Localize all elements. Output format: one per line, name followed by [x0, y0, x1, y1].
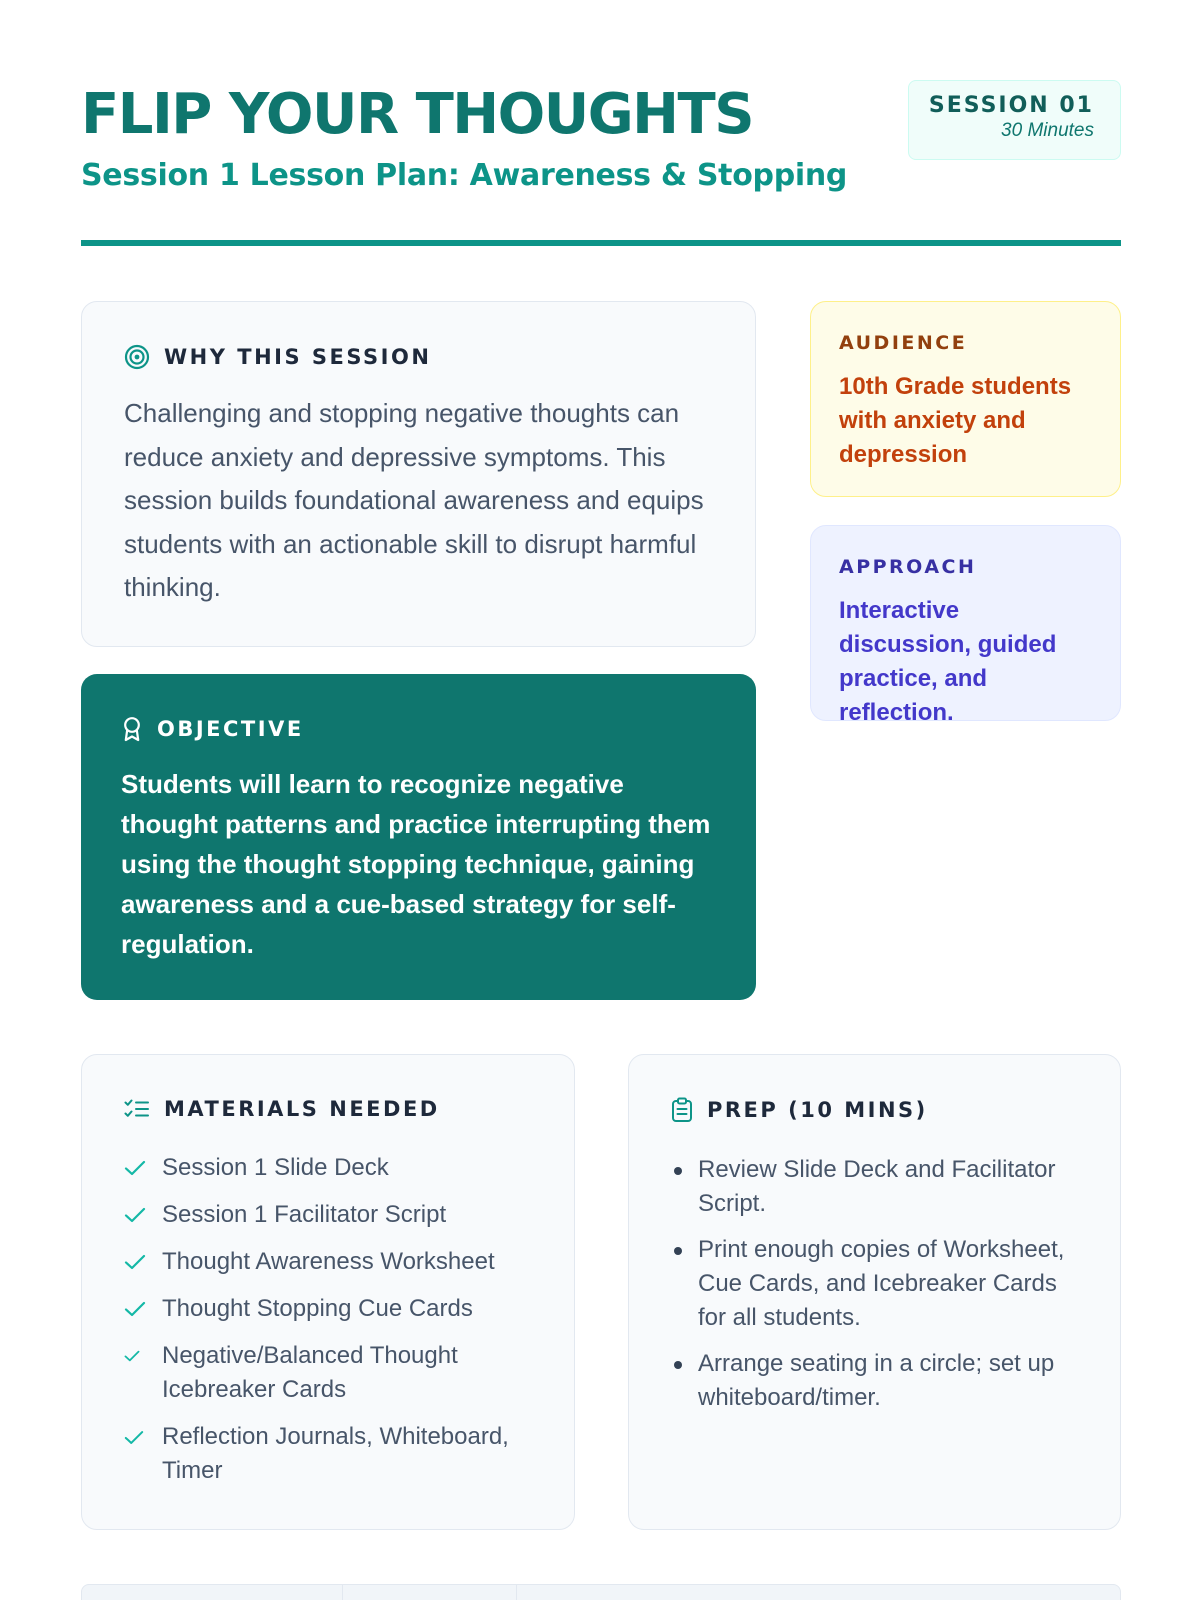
prep-heading: PREP (10 MINS)	[707, 1098, 928, 1122]
list-item	[124, 1198, 544, 1232]
material-text: Thought Awareness Worksheet	[162, 1248, 495, 1275]
table-column-divider	[516, 1585, 517, 1600]
agenda-table-header	[81, 1584, 1121, 1600]
list-item	[124, 1420, 544, 1488]
session-duration: 30 Minutes	[1001, 120, 1094, 141]
prep-list	[671, 1153, 1090, 1415]
approach-label: APPROACH	[839, 556, 977, 578]
material-text: Thought Stopping Cue Cards	[162, 1295, 473, 1322]
objective-body: Students will learn to recognize negative thought patterns and practice interrupting them using the thought stopping technique, gaining awareness and a cue-based strategy for self-regulation.	[121, 769, 711, 959]
materials-card	[81, 1054, 575, 1530]
list-item	[124, 1151, 544, 1185]
clipboard-icon	[671, 1097, 693, 1123]
list-item	[124, 1292, 544, 1326]
list-item: Print enough copies of Worksheet, Cue Cards, and Icebreaker Cards for all students.	[671, 1233, 1090, 1335]
list-check-icon	[124, 1098, 150, 1120]
prep-card	[628, 1054, 1121, 1530]
audience-value: 10th Grade students with anxiety and depression	[839, 373, 1072, 468]
why-this-session-header	[124, 344, 715, 370]
list-item: Review Slide Deck and Facilitator Script.	[671, 1153, 1090, 1221]
session-badge	[908, 80, 1121, 160]
objective-card	[81, 674, 756, 1000]
why-this-session-card	[81, 301, 756, 647]
objective-heading: OBJECTIVE	[157, 717, 304, 741]
audience-label: AUDIENCE	[839, 332, 968, 354]
session-number: SESSION 01	[928, 93, 1094, 118]
check-icon	[124, 1292, 148, 1326]
list-item	[124, 1245, 544, 1279]
check-icon	[124, 1420, 148, 1454]
lesson-plan-page	[81, 0, 1121, 1600]
material-text: Negative/Balanced Thought Icebreaker Cards	[162, 1342, 458, 1403]
materials-heading: MATERIALS NEEDED	[164, 1097, 440, 1121]
check-icon	[124, 1245, 148, 1279]
why-this-session-heading: WHY THIS SESSION	[164, 345, 432, 369]
list-item: Arrange seating in a circle; set up whiteboard/timer.	[671, 1347, 1090, 1415]
check-icon	[124, 1151, 148, 1185]
materials-list	[124, 1151, 544, 1488]
table-column-divider	[342, 1585, 343, 1600]
material-text: Session 1 Facilitator Script	[162, 1201, 447, 1228]
prep-header	[671, 1097, 1090, 1123]
award-icon	[121, 716, 143, 742]
page-subtitle: Session 1 Lesson Plan: Awareness & Stopping	[81, 158, 848, 193]
audience-card	[810, 301, 1121, 497]
objective-header	[121, 716, 720, 742]
material-text: Reflection Journals, Whiteboard, Timer	[162, 1423, 509, 1484]
materials-header	[124, 1097, 544, 1121]
approach-card	[810, 525, 1121, 726]
approach-value: Interactive discussion, guided practice, and reflection.	[839, 597, 1057, 726]
material-text: Session 1 Slide Deck	[162, 1154, 389, 1181]
list-item	[124, 1339, 544, 1407]
check-icon	[124, 1198, 148, 1232]
page-title: FLIP YOUR THOUGHTS	[81, 82, 754, 147]
header-divider	[81, 240, 1121, 246]
target-icon	[124, 344, 150, 370]
check-icon	[124, 1339, 148, 1373]
why-this-session-body: Challenging and stopping negative thoughts can reduce anxiety and depressive symptoms. This session builds foundational awareness and equips students with an actionable skill to disrupt harmful thinking.	[124, 398, 704, 602]
